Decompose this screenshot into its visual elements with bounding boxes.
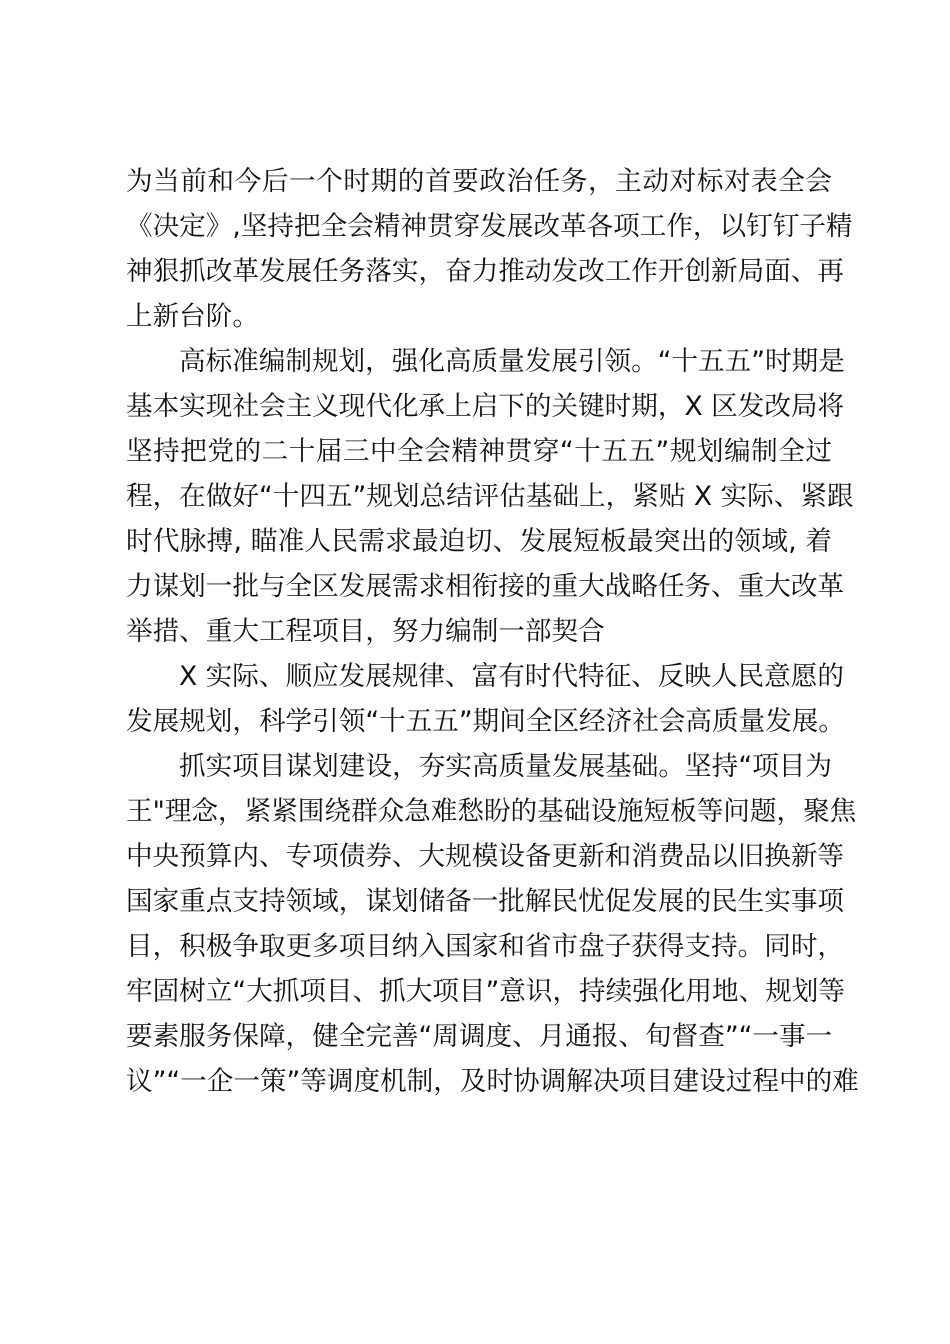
text-line: 王"理念，紧紧围绕群众急难愁盼的基础设施短板等问题，聚焦 (126, 796, 857, 827)
text-line: 为当前和今后一个时期的首要政治任务，主动对标对表全会 (126, 166, 832, 197)
paragraph-start-line: 抓实项目谋划建设，夯实高质量发展基础。坚持“项目为 (179, 751, 832, 782)
text-line: 目，积极争取更多项目纳入国家和省市盘子获得支持。同时， (126, 931, 845, 962)
text-line: 基本实现社会主义现代化承上启下的关键时期，X 区发改局将 (126, 391, 845, 422)
paragraph-start-line: 高标准编制规划，强化高质量发展引领。“十五五”时期是 (179, 346, 845, 377)
text-line: 议”“一企一策”等调度机制，及时协调解决项目建设过程中的难 (126, 1066, 859, 1097)
text-line: 发展规划，科学引领“十五五”期间全区经济社会高质量发展。 (126, 706, 845, 737)
text-line: 国家重点支持领域，谋划储备一批解民忧促发展的民生实事项 (126, 886, 845, 917)
text-line: 中央预算内、专项债券、大规模设备更新和消费品以旧换新等 (126, 841, 845, 872)
text-line: 举措、重大工程项目，努力编制一部契合 (126, 616, 605, 647)
text-line: 要素服务保障，健全完善“周调度、月通报、旬督查”“一事一 (126, 1021, 833, 1052)
text-line: 神狠抓改革发展任务落实，奋力推动发改工作开创新局面、再 (126, 256, 845, 287)
text-line: 时代脉搏, 瞄准人民需求最迫切、发展短板最突出的领域, 着 (126, 526, 832, 557)
text-line: 《决定》,坚持把全会精神贯穿发展改革各项工作，以钉钉子精 (126, 211, 853, 242)
text-line: 上新台阶。 (126, 301, 259, 332)
text-line: 力谋划一批与全区发展需求相衔接的重大战略任务、重大改革 (126, 571, 845, 602)
text-line: 坚持把党的二十届三中全会精神贯穿“十五五”规划编制全过 (126, 436, 832, 467)
paragraph-start-line: X 实际、顺应发展规律、富有时代特征、反映人民意愿的 (179, 661, 844, 692)
text-line: 牢固树立“大抓项目、抓大项目”意识，持续强化用地、规划等 (126, 976, 845, 1007)
text-line: 程，在做好“十四五”规划总结评估基础上，紧贴 X 实际、紧跟 (126, 481, 854, 512)
